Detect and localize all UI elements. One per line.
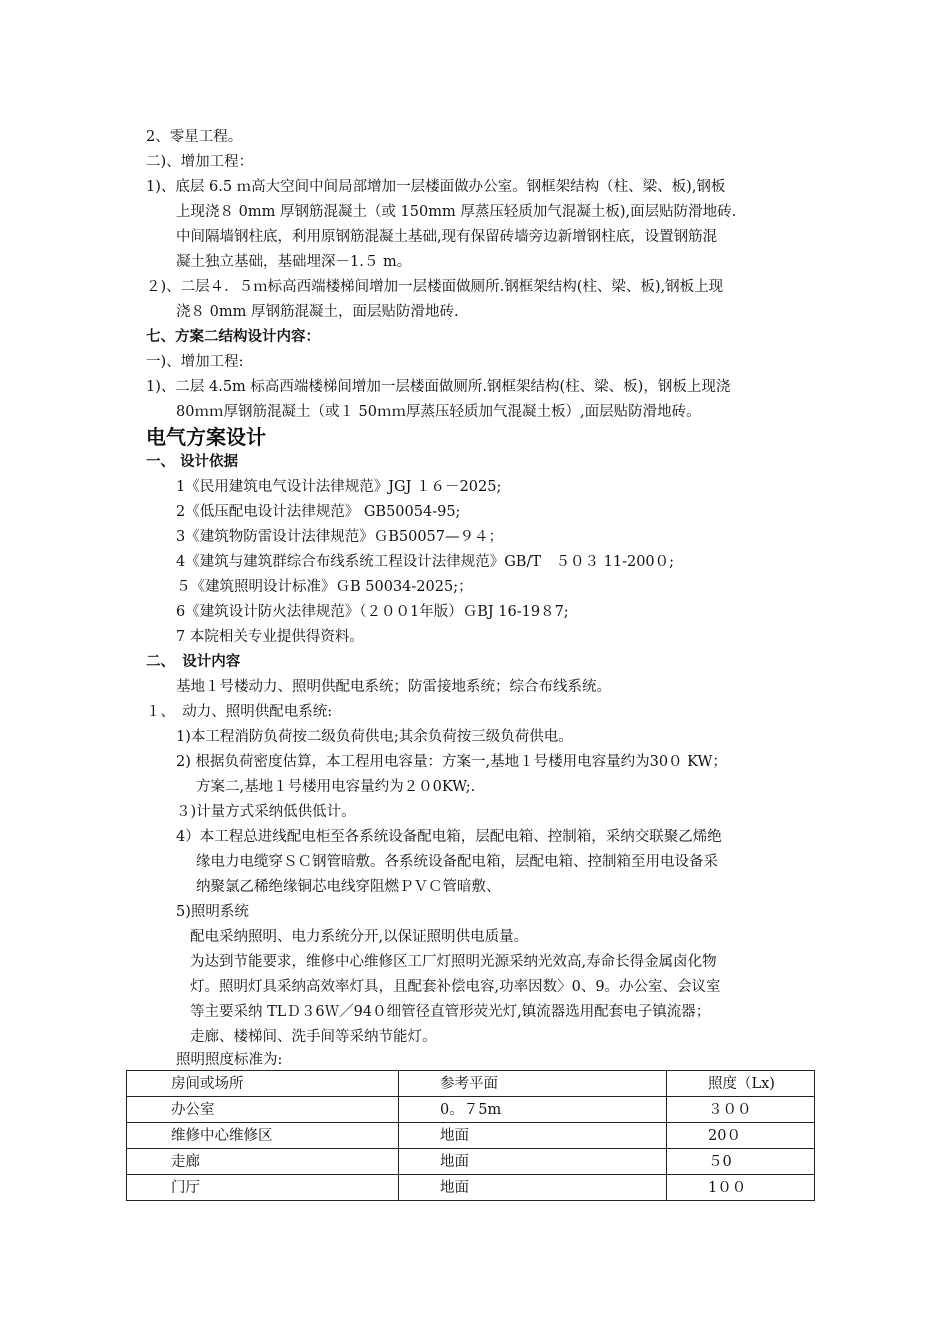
table-cell: 维修中心维修区 <box>127 1123 399 1149</box>
text-line: 走廊、楼梯间、洗手间等采纳节能灯。 <box>190 1029 437 1045</box>
table-cell: 地面 <box>399 1175 667 1201</box>
table-header-cell: 照度（Lx) <box>667 1071 815 1097</box>
basis-item: 3《建筑物防雷设计法律规范》ＧB50057—９４； <box>176 529 504 545</box>
section-heading: 一、 设计依据 <box>146 454 239 470</box>
table-cell: 走廊 <box>127 1149 399 1175</box>
text-line: 二)、增加工程： <box>146 154 254 170</box>
basis-item: 1《民用建筑电气设计法律规范》JGJ １６－2025; <box>176 479 502 495</box>
table-cell: 0。７5m <box>399 1097 667 1123</box>
table-row <box>127 1175 815 1201</box>
text-line: ２)、二层４．５ｍ标高西端楼梯间增加一层楼面做厕所.钢框架结构(柱、梁、板),钢板上现 <box>146 279 724 295</box>
table-cell: ５0 <box>667 1149 815 1175</box>
basis-item: ５《建筑照明设计标准》ＧB 50034-2025;； <box>176 579 473 595</box>
table-row <box>127 1149 815 1175</box>
chapter-title: 电气方案设计 <box>146 425 266 449</box>
illuminance-table <box>126 1070 815 1201</box>
table-cell: 地面 <box>399 1149 667 1175</box>
text-line: ３)计量方式采纳低供低计。 <box>176 804 356 820</box>
text-line: 照明照度标准为: <box>176 1052 283 1068</box>
text-line: 2) 根据负荷密度估算，本工程用电容量：方案一,基地１号楼用电容量约为30０ KW； <box>176 754 727 770</box>
text-line: 5)照明系统 <box>176 904 249 920</box>
text-line: 浇８ 0mm 厚钢筋混凝土，面层贴防滑地砖. <box>176 304 459 320</box>
table-row <box>127 1097 815 1123</box>
text-line: 方案二,基地１号楼用电容量约为２０0KW;. <box>196 779 476 795</box>
subsection-heading: １、 动力、照明供配电系统: <box>146 704 333 720</box>
table-row <box>127 1123 815 1149</box>
table-header-row <box>127 1071 815 1097</box>
table-cell: 地面 <box>399 1123 667 1149</box>
text-line: 上现浇８ 0mm 厚钢筋混凝土（或 150mm 厚蒸压轻质加气混凝土板),面层贴防滑地砖. <box>176 204 737 220</box>
text-line: 缘电力电缆穿ＳＣ钢管暗敷。各系统设备配电箱，层配电箱、控制箱至用电设备采 <box>196 854 718 870</box>
text-line: 纳聚氯乙稀绝缘铜芯电线穿阻燃ＰＶＣ管暗敷、 <box>196 879 501 895</box>
table-header-cell: 参考平面 <box>399 1071 667 1097</box>
text-line: 1)、底层 6.5 ｍ高大空间中间局部增加一层楼面做办公室。钢框架结构（柱、梁、板),钢板 <box>146 179 726 195</box>
text-line: 一)、增加工程: <box>146 354 244 370</box>
basis-item: 6《建筑设计防火法律规范》（２００1年版）ＧBJ 16-19８7; <box>176 604 569 620</box>
text-line: 1)本工程消防负荷按二级负荷供电;其余负荷按三级负荷供电。 <box>176 729 573 745</box>
table-header-cell: 房间或场所 <box>127 1071 399 1097</box>
basis-item: 7 本院相关专业提供得资料。 <box>176 629 364 645</box>
text-line: 等主要采纳 TLＤ３6Ｗ／94０细管径直管形荧光灯,镇流器选用配套电子镇流器； <box>190 1004 711 1020</box>
text-line: 灯。照明灯具采纳高效率灯具，且配套补偿电容,功率因数〉0、9。办公室、会议室 <box>190 979 721 995</box>
basis-item: 4《建筑与建筑群综合布线系统工程设计法律规范》GB/T ５０３ 11-200０; <box>176 554 675 570</box>
table-cell: ３００ <box>667 1097 815 1123</box>
table-cell: 办公室 <box>127 1097 399 1123</box>
text-line: 中间隔墙钢柱底，利用原钢筋混凝土基础,现有保留砖墙旁边新增钢柱底，设置钢筋混 <box>176 229 718 245</box>
text-line: 2、零星工程。 <box>146 129 243 145</box>
text-line: 基地１号楼动力、照明供配电系统；防雷接地系统；综合布线系统。 <box>176 679 611 695</box>
table-cell: 20０ <box>667 1123 815 1149</box>
text-line: 4）本工程总进线配电柜至各系统设备配电箱，层配电箱、控制箱，采纳交联聚乙烯绝 <box>176 829 722 845</box>
text-line: 为达到节能要求，维修中心维修区工厂灯照明光源采纳光效高,寿命长得金属卤化物 <box>190 954 717 970</box>
table-cell: 门厅 <box>127 1175 399 1201</box>
text-line: 配电采纳照明、电力系统分开,以保证照明供电质量。 <box>190 929 529 945</box>
text-line: 凝土独立基础，基础埋深－1.５ m。 <box>176 254 412 270</box>
basis-item: 2《低压配电设计法律规范》 GB50054-95; <box>176 504 461 520</box>
section-heading: 二、 设计内容 <box>146 654 241 670</box>
table-cell: 1００ <box>667 1175 815 1201</box>
text-line: 80ｍｍ厚钢筋混凝土（或１ 50ｍｍ厚蒸压轻质加气混凝土板）,面层贴防滑地砖。 <box>176 404 701 420</box>
section-heading: 七、方案二结构设计内容： <box>146 328 320 345</box>
text-line: 1)、二层 4.5m 标高西端楼梯间增加一层楼面做厕所.钢框架结构(柱、梁、板)，钢板上现浇 <box>146 379 731 395</box>
